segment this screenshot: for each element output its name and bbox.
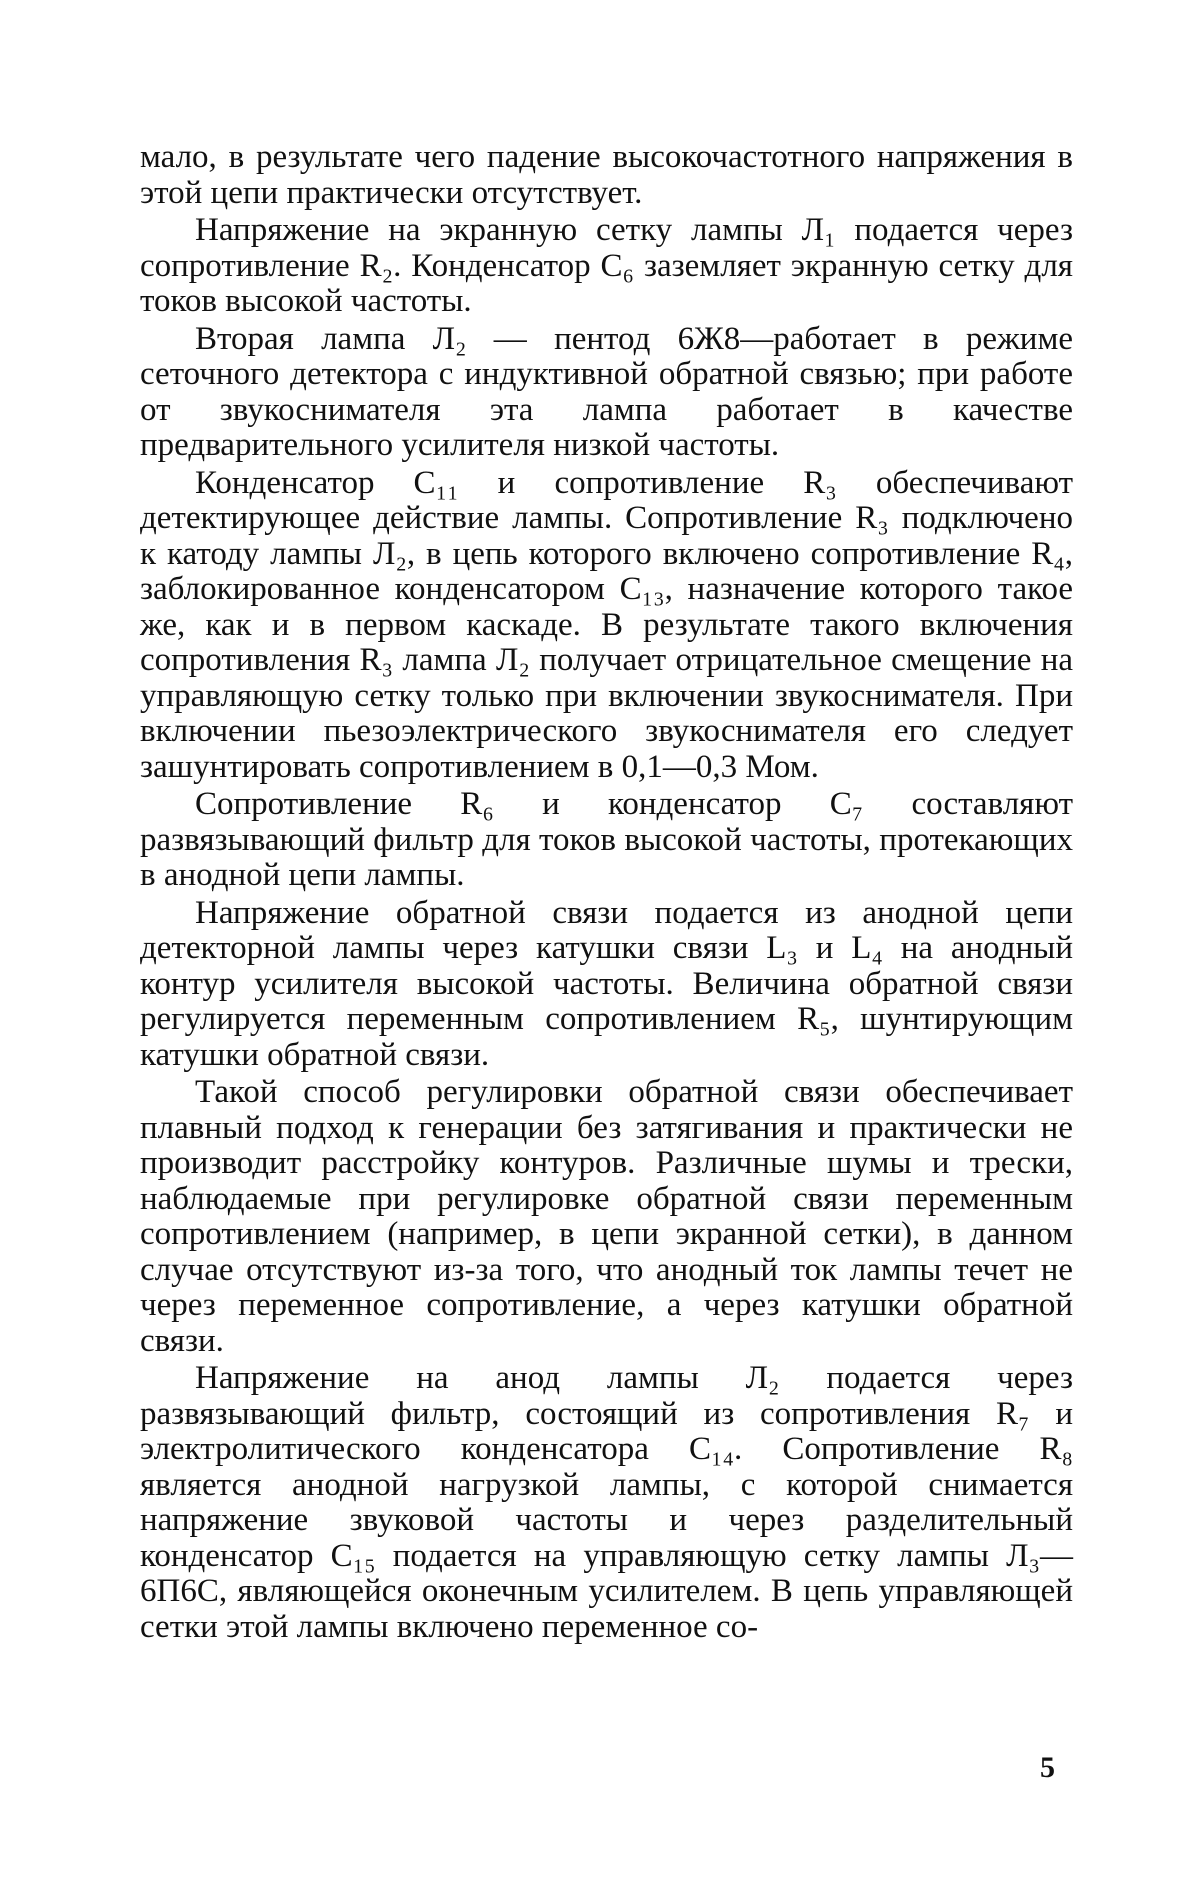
paragraph-8: Напряжение на анод лампы Л₂ подается через развязывающий фильтр, состоящий из сопротивления R₇ и электролитического конденсатора C₁₄. Сопротивление R₈ является анодной нагрузкой лампы, с которой снимается напряжение звуковой частоты и через разделительный конденсатор C₁₅ подается на управляющую сетку лампы Л₃—6П6С, являющейся оконечным усилителем. В цепь управляющей сетки этой лампы включено переменное со- (140, 1360, 1073, 1645)
paragraph-4: Конденсатор C₁₁ и сопротивление R₃ обеспечивают детектирующее действие лампы. Сопротивление R₃ подключено к катоду лампы Л₂, в цепь которого включено сопротивление R₄, заблокированное конденсатором C₁₃, назначение которого такое же, как и в первом каскаде. В результате такого включения сопротивления R₃ лампа Л₂ получает отрицательное смещение на управляющую сетку только при включении звукоснимателя. При включении пьезоэлектрического звукоснимателя его следует зашунтировать сопротивлением в 0,1—0,3 Мом. (140, 464, 1073, 785)
paragraph-6: Напряжение обратной связи подается из анодной цепи детекторной лампы через катушки связи L₃ и L₄ на анодный контур усилителя высокой частоты. Величина обратной связи регулируется переменным сопротивлением R₅, шунтирующим катушки обратной связи. (140, 894, 1073, 1073)
paragraph-1: мало, в результате чего падение высокочастотного напряжения в этой цепи практически отсутствует. (140, 139, 1073, 211)
paragraph-7: Такой способ регулировки обратной связи обеспечивает плавный подход к генерации без затягивания и практически не производит расстройку контуров. Различные шумы и трески, наблюдаемые при регулировке обратной связи переменным сопротивлением (например, в цепи экранной сетки), в данном случае отсутствуют из-за того, что анодный ток лампы течет не через переменное сопротивление, а через катушки обратной связи. (140, 1074, 1073, 1359)
paragraph-5: Сопротивление R₆ и конденсатор C₇ составляют развязывающий фильтр для токов высокой частоты, протекающих в анодной цепи лампы. (140, 786, 1073, 893)
body-text (140, 140, 1073, 1645)
page-number: 5 (1040, 1751, 1055, 1784)
paragraph-2: Напряжение на экранную сетку лампы Л₁ подается через сопротивление R₂. Конденсатор C₆ заземляет экранную сетку для токов высокой частоты. (140, 212, 1073, 319)
paragraph-3: Вторая лампа Л₂ — пентод 6Ж8—работает в режиме сеточного детектора с индуктивной обратной связью; при работе от звукоснимателя эта лампа работает в качестве предварительного усилителя низкой частоты. (140, 320, 1073, 463)
